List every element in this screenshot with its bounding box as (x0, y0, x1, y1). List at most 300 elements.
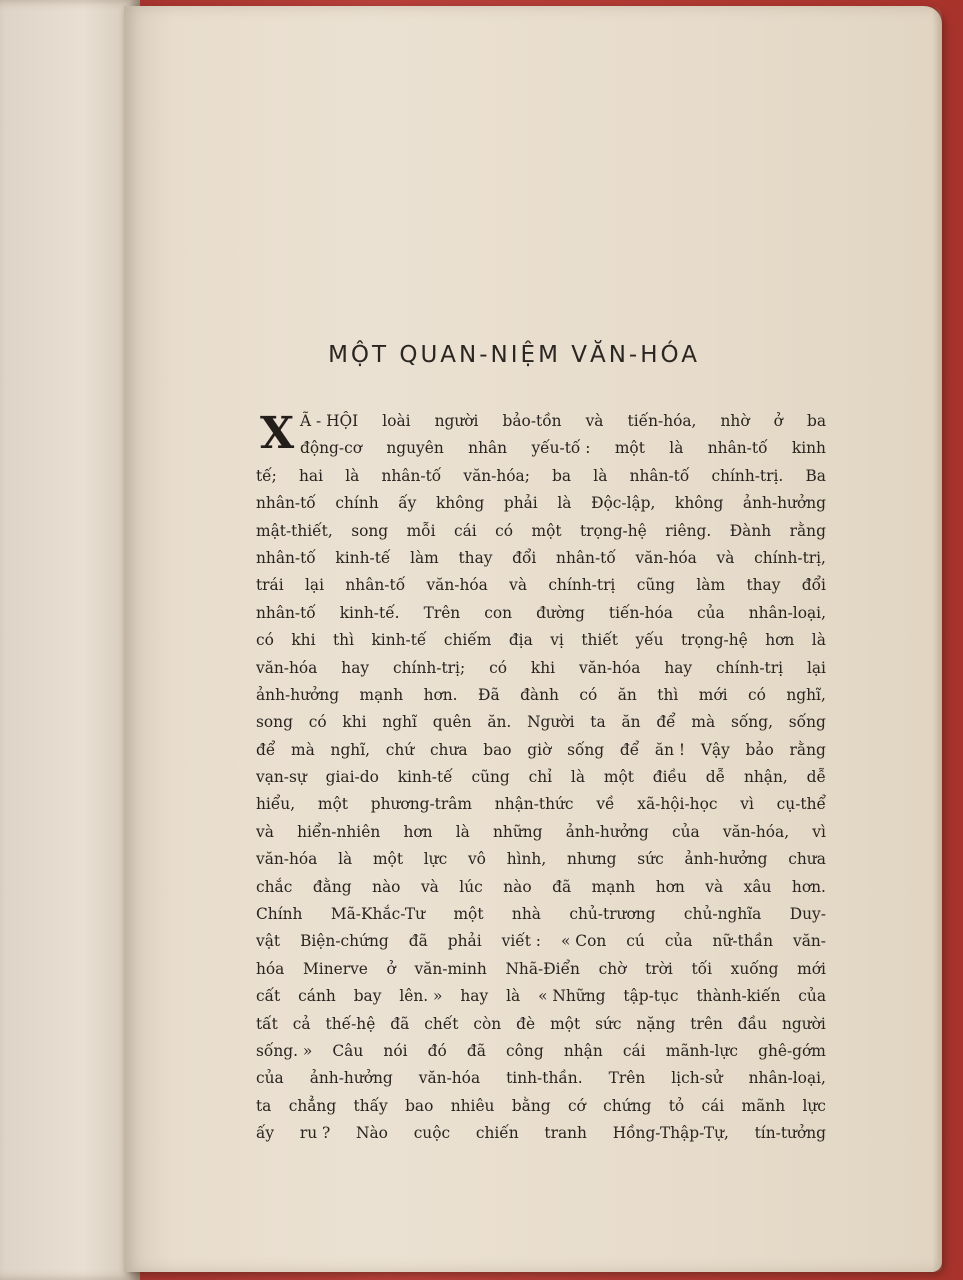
word: nhận, (743, 768, 788, 787)
word: và (585, 412, 604, 430)
word: nào (372, 877, 401, 896)
word: ru ? (299, 1124, 331, 1143)
word: ở (773, 412, 783, 430)
word: cụ-thể (776, 795, 826, 814)
word: mới (698, 685, 728, 704)
word: văn-hóa, (722, 822, 790, 841)
chapter-title: MỘT QUAN-NIỆM VĂN-HÓA (328, 342, 700, 368)
word: thế-hệ (325, 1014, 376, 1033)
word: ảnh-hưởng (684, 850, 768, 869)
word: yếu-tố : (531, 439, 591, 458)
word: tập-tục (623, 987, 679, 1006)
word: trọng-hệ (579, 521, 647, 540)
word: của (664, 932, 693, 951)
word: bao (483, 740, 512, 759)
word: làm (410, 548, 439, 567)
word: cuộc (413, 1124, 451, 1143)
word: là (669, 439, 684, 458)
word: ảnh-hưởng (309, 1069, 393, 1088)
word: một (372, 850, 403, 869)
word: nguyên (386, 439, 444, 458)
word: Trên (423, 603, 461, 622)
text-line (256, 408, 826, 435)
word: người (781, 1014, 826, 1033)
word: hơn (765, 631, 795, 650)
word: đó (427, 1041, 447, 1060)
word: hơn. (791, 877, 826, 896)
word: khi (291, 631, 316, 650)
word: chính-trị (716, 658, 783, 677)
word: nhân-tố (256, 603, 316, 622)
word: vì (812, 822, 826, 841)
word: văn-hóa (426, 576, 488, 595)
word: ba (806, 412, 826, 430)
word: chứ (385, 740, 415, 759)
word: bay (353, 987, 382, 1006)
word: Trên (608, 1069, 646, 1088)
word: Chính (256, 905, 303, 924)
word: chủ-trương (569, 905, 656, 924)
word: lên. » (399, 987, 443, 1006)
word: nhân-tố (707, 439, 768, 458)
word: có (489, 658, 507, 677)
text-line (256, 682, 826, 709)
word: cái (453, 521, 477, 540)
word: văn-hóa (579, 658, 641, 677)
word: hay (460, 987, 489, 1006)
word: và (509, 576, 528, 595)
drop-cap: X (260, 408, 295, 459)
word: chỉ (528, 768, 553, 787)
word: có (308, 713, 327, 732)
word: đầu (737, 1014, 767, 1033)
word: một (317, 795, 348, 814)
word: Đã (478, 685, 500, 704)
word: mà (291, 740, 315, 759)
word: chính-trị (548, 576, 616, 595)
word: viết : (501, 932, 541, 951)
word: đường (536, 603, 585, 622)
word: tiến-hóa (608, 603, 673, 622)
word: cất (256, 987, 281, 1006)
word: địa (508, 631, 533, 650)
word: mới (797, 959, 826, 978)
word: có (495, 521, 514, 540)
word: nghĩ (382, 713, 417, 732)
word: Ba (805, 466, 826, 485)
word: thay (458, 548, 493, 567)
word: sống. » (256, 1041, 313, 1060)
word: tế; (256, 466, 277, 485)
word: một (453, 905, 484, 924)
word: trọng-hệ (680, 631, 748, 650)
text-line (256, 983, 826, 1010)
word: và (420, 877, 439, 896)
word: kinh-tế (371, 631, 427, 650)
word: trái (256, 576, 284, 595)
word: của (671, 822, 700, 841)
word: có (579, 685, 598, 704)
word: yếu (635, 631, 664, 650)
word: hiểu, (256, 795, 296, 814)
word: ta (256, 1096, 272, 1115)
word: phương-trâm (370, 795, 472, 814)
word: một (531, 521, 562, 540)
word: vị (550, 631, 564, 650)
word: kinh-tế (397, 768, 453, 787)
word: mỗi (406, 521, 436, 540)
word: là (557, 494, 572, 513)
word: vạn-sự (256, 768, 307, 787)
word: nhân-tố (629, 466, 690, 485)
text-line (256, 1065, 826, 1092)
word: hai (299, 466, 324, 485)
word: thì (657, 685, 679, 704)
word: nhân-tố (381, 466, 442, 485)
word: nhưng (567, 850, 617, 869)
word: hóa (256, 959, 285, 978)
word: là (506, 987, 521, 1006)
word: chính-trị, (754, 548, 826, 567)
word: cả (292, 1014, 311, 1033)
word: lực (423, 850, 448, 869)
word: đã (552, 877, 572, 896)
word: chờ (598, 959, 627, 978)
word: nào (503, 877, 532, 896)
word: lại (305, 576, 325, 595)
word: kinh-tế (335, 548, 391, 567)
word: sống, (730, 713, 773, 732)
word: hay (341, 658, 370, 677)
word: nhà (511, 905, 541, 924)
word: công (506, 1041, 544, 1060)
word: nặng (636, 1014, 676, 1033)
word: nghĩ, (330, 740, 371, 759)
word: Độc-lập, (591, 494, 656, 513)
word: xã-hội-học (637, 795, 718, 814)
text-line (256, 1011, 826, 1038)
word: là (593, 466, 608, 485)
word: để (656, 713, 676, 732)
word: nhờ (720, 412, 750, 430)
word: ghê-gớm (758, 1041, 826, 1060)
text-line (256, 572, 826, 599)
text-line (256, 956, 826, 983)
word: đã (390, 1014, 410, 1033)
word: Nhã-Điển (505, 959, 580, 978)
word: phải (503, 494, 538, 513)
word: nói (383, 1041, 408, 1060)
word: thay (746, 576, 781, 595)
word: tiến-hóa, (627, 412, 697, 430)
word: khi (342, 713, 367, 732)
word: Đành (729, 521, 772, 540)
word: chiến (475, 1124, 519, 1143)
word: trời (645, 959, 673, 978)
word: giai-do (325, 768, 379, 787)
word: Nào (356, 1124, 388, 1143)
body-text (256, 408, 826, 1148)
word: nhân-tố (556, 548, 616, 567)
word: văn-minh (414, 959, 487, 978)
word: ở (386, 959, 396, 978)
word: chẳng (288, 1096, 337, 1115)
word: dễ (705, 768, 726, 787)
word: chủ-nghĩa (683, 905, 762, 924)
word: vì (740, 795, 754, 814)
word: đã (408, 932, 428, 951)
word: nghĩ, (786, 685, 826, 704)
text-line (256, 791, 826, 818)
word: còn (473, 1014, 502, 1033)
text-line (256, 819, 826, 846)
word: ba (552, 466, 572, 485)
word: tỏ (668, 1096, 685, 1115)
word: khi (530, 658, 556, 677)
word: là (811, 631, 826, 650)
word: là (455, 822, 470, 841)
word: Ã - HỘI (300, 412, 359, 430)
word: thì (332, 631, 354, 650)
word: một (614, 439, 645, 458)
word: đổi (801, 576, 826, 595)
word: bằng (511, 1096, 551, 1115)
word: của (256, 1069, 284, 1088)
word: Vậy (700, 740, 730, 759)
word: nhân (468, 439, 508, 458)
word: cú (626, 932, 645, 951)
word: chưa (788, 850, 826, 869)
word: của (696, 603, 725, 622)
word: lực (802, 1096, 826, 1115)
word: riêng. (665, 521, 712, 540)
word: để (619, 740, 640, 759)
word: và (256, 822, 274, 841)
word: sống (567, 740, 605, 759)
word: có (256, 631, 274, 650)
word: con (484, 603, 513, 622)
word: làm (696, 576, 726, 595)
word: sống (788, 713, 826, 732)
left-page-edge (0, 0, 140, 1280)
word: chính-trị; (393, 658, 466, 677)
word: về (596, 795, 615, 814)
word: ăn. (487, 713, 512, 732)
text-line (256, 1038, 826, 1065)
word: Người (527, 713, 575, 732)
word: và (716, 548, 735, 567)
word: nhân-tố (345, 576, 406, 595)
word: chính (335, 494, 379, 513)
word: đã (466, 1041, 486, 1060)
word: nhân-tố (256, 494, 316, 513)
word: song (256, 713, 293, 732)
word: người (434, 412, 479, 430)
word: hơn (403, 822, 433, 841)
text-line (256, 901, 826, 928)
word: điều (652, 768, 687, 787)
page-edge-shadow (932, 6, 942, 1272)
text-line (256, 545, 826, 572)
word: chắc (256, 877, 293, 896)
text-line (256, 709, 826, 736)
word: cái (701, 1096, 725, 1115)
word: trên (690, 1014, 723, 1033)
word: Mã-Khắc-Tư (330, 905, 426, 924)
text-line (256, 627, 826, 654)
word: bảo-tồn (502, 412, 562, 430)
word: hay (664, 658, 693, 677)
word: chính-trị. (711, 466, 784, 485)
word: ảnh-hưởng (565, 822, 649, 841)
text-line (256, 1093, 826, 1120)
text-line (256, 490, 826, 517)
word: không (435, 494, 485, 513)
word: là (345, 466, 360, 485)
word: Biện-chứng (300, 932, 389, 951)
text-line (256, 655, 826, 682)
word: nhận-thức (494, 795, 574, 814)
word: văn-hóa (418, 1069, 481, 1088)
word: một (550, 1014, 581, 1033)
text-line (256, 518, 826, 545)
word: hơn (655, 877, 685, 896)
word: ấy (256, 1124, 275, 1143)
word: xâu (743, 877, 772, 896)
word: rằng (789, 740, 826, 759)
word: mà (691, 713, 716, 732)
word: một (603, 768, 634, 787)
word: bảo (745, 740, 774, 759)
word: thành-kiến (696, 987, 781, 1006)
word: dễ (806, 768, 826, 787)
word: thấy (353, 1096, 388, 1115)
word: nhân-loại, (748, 603, 826, 622)
word: ăn ! (654, 740, 686, 759)
word: văn-hóa (256, 658, 318, 677)
word: nhân-loại, (748, 1069, 826, 1088)
word: ấy (398, 494, 417, 513)
word: mạnh (359, 685, 404, 704)
word: có (748, 685, 766, 704)
word: ta (590, 713, 606, 732)
word: ăn (617, 685, 637, 704)
word: cũng (636, 576, 676, 595)
word: kinh-tế. (339, 603, 400, 622)
word: của (798, 987, 826, 1006)
book-page (124, 6, 942, 1272)
word: tinh-thần. (506, 1069, 583, 1088)
word: Duy- (789, 905, 826, 924)
word: sức (637, 850, 664, 869)
word: không (675, 494, 724, 513)
text-line (256, 435, 826, 462)
word: kinh (791, 439, 826, 458)
word: phải (447, 932, 482, 951)
word: rằng (789, 521, 826, 540)
word: nhiêu (450, 1096, 495, 1115)
text-line (256, 846, 826, 873)
word: quên (432, 713, 472, 732)
word: ảnh-hưởng (742, 494, 826, 513)
word: nhân-tố (256, 548, 316, 567)
word: mạnh (591, 877, 636, 896)
text-line (256, 1120, 826, 1147)
word: song (351, 521, 389, 540)
word: hơn. (423, 685, 458, 704)
word: tất (256, 1014, 278, 1033)
word: Câu (332, 1041, 364, 1060)
word: lại (806, 658, 826, 677)
word: giờ (527, 740, 552, 759)
word: văn-hóa (635, 548, 697, 567)
word: văn- (793, 932, 826, 951)
text-line (256, 737, 826, 764)
word: nhận (563, 1041, 603, 1060)
word: mật-thiết, (256, 521, 333, 540)
word: cớ (567, 1096, 586, 1115)
word: đè (516, 1014, 536, 1033)
word: tối (691, 959, 712, 978)
word: mãnh (741, 1096, 786, 1115)
word: vô (467, 850, 486, 869)
word: lịch-sử (671, 1069, 723, 1088)
word: vật (256, 932, 281, 951)
word: những (493, 822, 543, 841)
word: hình, (506, 850, 547, 869)
word: hiển-nhiên (297, 822, 381, 841)
text-line (256, 764, 826, 791)
word: « Con (561, 932, 607, 951)
word: chưa (429, 740, 468, 759)
word: để (256, 740, 276, 759)
word: xuống (730, 959, 779, 978)
word: sức (595, 1014, 622, 1033)
word: Minerve (303, 959, 368, 978)
word: tín-tưởng (754, 1124, 826, 1143)
word: loài (382, 412, 411, 430)
word: văn-hóa; (463, 466, 530, 485)
word: là (570, 768, 586, 787)
text-line (256, 874, 826, 901)
word: cũng (471, 768, 510, 787)
word: « Những (538, 987, 606, 1006)
word: Hồng-Thập-Tự, (612, 1124, 729, 1143)
word: mãnh-lực (665, 1041, 738, 1060)
text-line (256, 928, 826, 955)
word: chết (424, 1014, 459, 1033)
word: cánh (298, 987, 336, 1006)
word: và (705, 877, 724, 896)
word: nữ-thần (712, 932, 773, 951)
word: động-cơ (300, 439, 362, 458)
word: thiết (581, 631, 618, 650)
word: đổi (512, 548, 537, 567)
word: cái (622, 1041, 646, 1060)
word: bao (405, 1096, 434, 1115)
word: ăn (621, 713, 641, 732)
word: chiếm (443, 631, 492, 650)
word: lúc (459, 877, 483, 896)
text-line (256, 600, 826, 627)
word: tranh (544, 1124, 587, 1143)
word: chứng (603, 1096, 652, 1115)
word: là (338, 850, 353, 869)
text-line (256, 463, 826, 490)
word: ảnh-hưởng (256, 685, 340, 704)
word: đằng (312, 877, 352, 896)
word: đành (520, 685, 559, 704)
